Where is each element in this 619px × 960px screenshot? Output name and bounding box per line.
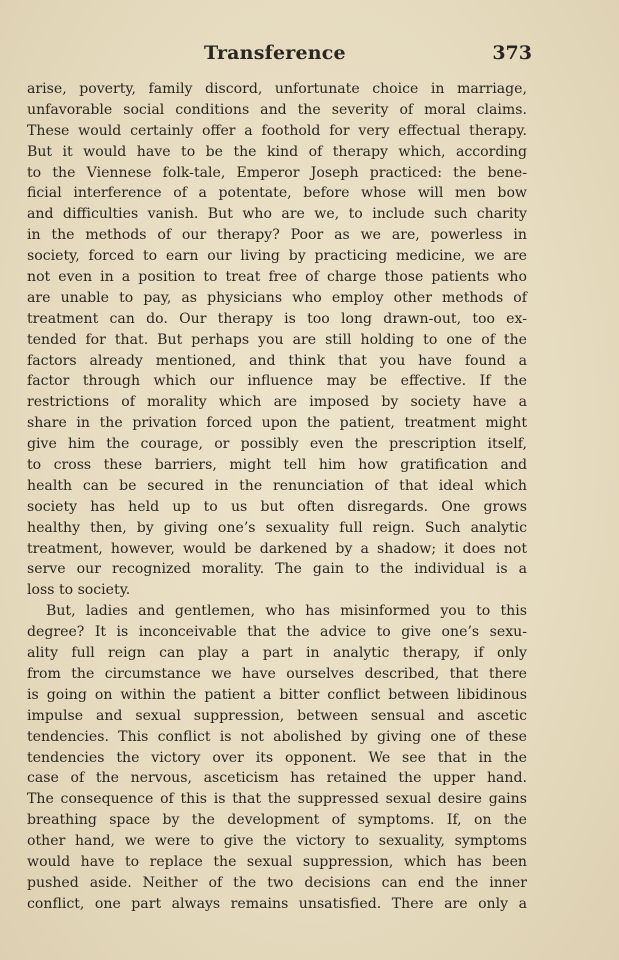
text-line: case of the nervous, asceticism has retained the upper hand. [27,770,527,787]
text-line: But, ladies and gentlemen, who has misinformed you to this [46,603,527,620]
text-line: restrictions of morality which are imposed by society have a [27,394,527,411]
text-line: factor through which our influence may be effective. If the [27,373,527,390]
text-line: to the Viennese folk-tale, Emperor Joseph practiced: the bene- [27,164,527,181]
text-line: other hand, we were to give the victory to sexuality, symptoms [27,833,527,850]
text-line: tendencies. This conflict is not abolished by giving one of these [27,728,527,745]
running-title: Transference [204,42,346,64]
text-line: tendencies the victory over its opponent. We see that in the [27,749,527,766]
text-line: degree? It is inconceivable that the advice to give one’s sexu- [27,624,527,641]
text-line: ficial interference of a potentate, before whose will men bow [27,185,527,202]
text-line: ality full reign can play a part in analytic therapy, if only [27,645,527,662]
text-line: to cross these barriers, might tell him how gratification and [27,457,527,474]
text-line: treatment can do. Our therapy is too long drawn-out, too ex- [27,310,527,327]
text-line: breathing space by the development of symptoms. If, on the [27,812,527,829]
text-line: would have to replace the sexual suppression, which has been [27,853,527,870]
text-line: not even in a position to treat free of charge those patients who [27,269,527,286]
text-line: are unable to pay, as physicians who employ other methods of [27,289,527,306]
text-line: serve our recognized morality. The gain to the individual is a [27,561,527,578]
text-line: pushed aside. Neither of the two decisions can end the inner [27,874,527,891]
text-line: healthy then, by giving one’s sexuality full reign. Such analytic [27,519,527,536]
text-line: These would certainly offer a foothold for very effectual therapy. [27,122,527,139]
text-line: treatment, however, would be darkened by a shadow; it does not [27,540,527,557]
text-line: tended for that. But perhaps you are still holding to one of the [27,331,527,348]
text-line: arise, poverty, family discord, unfortunate choice in marriage, [27,81,527,97]
text-line: and difficulties vanish. But who are we, to include such charity [27,206,527,223]
text-line: give him the courage, or possibly even the prescription itself, [27,436,527,453]
text-line: from the circumstance we have ourselves described, that there [27,665,527,682]
text-line: society has held up to us but often disregards. One grows [27,498,527,515]
body-text [27,79,527,915]
text-line: factors already mentioned, and think that you have found a [27,352,527,369]
running-head [28,42,532,70]
page-number: 373 [492,42,532,64]
text-line: unfavorable social conditions and the severity of moral claims. [27,101,527,118]
text-line: The consequence of this is that the suppressed sexual desire gains [27,791,527,808]
text-line: in the methods of our therapy? Poor as we are, powerless in [27,227,527,244]
text-line: impulse and sexual suppression, between sensual and ascetic [27,707,527,724]
text-line: share in the privation forced upon the patient, treatment might [27,415,527,432]
text-line: loss to society. [27,582,131,599]
text-line: conflict, one part always remains unsatisfied. There are only a [27,895,527,912]
text-line: But it would have to be the kind of therapy which, according [27,143,527,160]
text-line: health can be secured in the renunciation of that ideal which [27,477,527,494]
text-line: society, forced to earn our living by practicing medicine, we are [27,248,527,265]
text-line: is going on within the patient a bitter conflict between libidinous [27,686,527,703]
